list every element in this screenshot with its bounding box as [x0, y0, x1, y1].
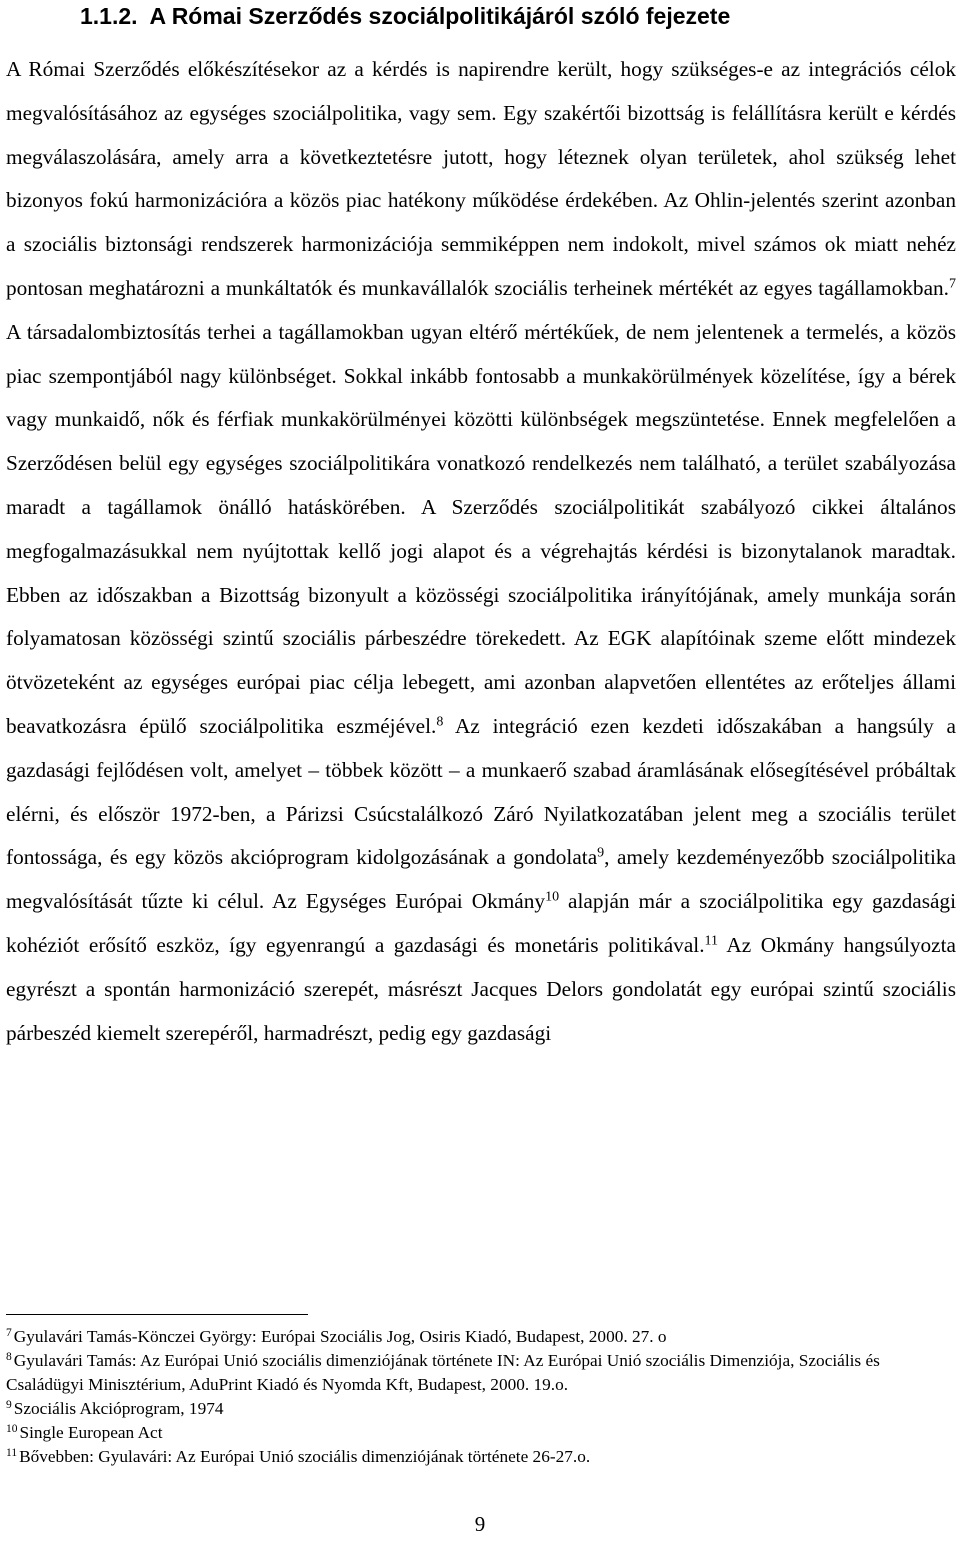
footnote-mark: 11	[6, 1447, 18, 1460]
footnote-mark: 10	[6, 1423, 18, 1436]
footnote-8	[6, 1349, 956, 1397]
footnote-mark: 7	[6, 1327, 12, 1340]
footnote-10	[6, 1421, 956, 1445]
section-heading	[80, 2, 730, 30]
section-title: A Római Szerződés szociálpolitikájáról szóló fejezete	[149, 3, 731, 29]
footnote-mark: 8	[6, 1351, 12, 1364]
footnotes	[6, 1325, 956, 1469]
body-paragraph	[6, 48, 956, 1055]
footnote-ref-10[interactable]: 10	[545, 889, 560, 905]
footnote-11	[6, 1445, 956, 1469]
footnote-ref-9[interactable]: 9	[597, 845, 605, 861]
footnote-9	[6, 1397, 956, 1421]
footnote-ref-8[interactable]: 8	[436, 714, 444, 730]
footnote-7	[6, 1325, 956, 1349]
footnote-text: Bővebben: Gyulavári: Az Európai Unió szociális dimenziójának története 26-27.o.	[19, 1447, 591, 1466]
section-number: 1.1.2.	[80, 3, 138, 29]
page-number: 9	[474, 1512, 486, 1536]
body-text-part: Az Okmány hangsúlyozta egyrészt a spontán harmonizáció szerepét, másrészt Jacques Delors gondolatát egy európai szintű szociális párbeszéd kiemelt szerepéről, harmadrészt, pedig egy gazdasági	[6, 932, 957, 1045]
footnote-text: Szociális Akcióprogram, 1974	[13, 1399, 224, 1418]
footnote-ref-11[interactable]: 11	[704, 933, 719, 949]
footnote-text: Gyulavári Tamás: Az Európai Unió szociális dimenziójának története IN: Az Európai Unió szociális Dimenziója, Szociális és Családügyi Minisztérium, AduPrint Kiadó és Nyomda Kft, Budapest, 2000. 19.o.	[6, 1351, 880, 1394]
body-text-part: , amely kezdeményezőbb szociálpolitika megvalósítását tűzte ki célul. Az Egységes Európai Okmány	[6, 845, 956, 914]
footnote-text: Gyulavári Tamás-Könczei György: Európai Szociális Jog, Osiris Kiadó, Budapest, 2000. 27. o	[13, 1327, 667, 1346]
footnote-separator	[6, 1314, 308, 1315]
footnote-mark: 9	[6, 1399, 12, 1412]
body-text-part: Az integráció ezen kezdeti időszakában a hangsúly a gazdasági fejlődésen volt, amelyet – többek között – a munkaerő szabad áramlásának elősegítésével próbáltak elérni, és először 1972-ben, a Párizsi Csúcstalálkozó Záró Nyilatkozatában jelent meg a szociális terület fontossága, és egy közös akcióprogram kidolgozásának a gondolata	[6, 713, 956, 870]
footnote-text: Single European Act	[19, 1423, 163, 1442]
body-text-part: alapján már a szociálpolitika egy gazdasági kohéziót erősítő eszköz, így egyenrangú a gazdasági és monetáris politikával.	[6, 889, 956, 957]
body-text-part: A Római Szerződés előkészítésekor az a kérdés is napirendre került, hogy szükséges-e az integrációs célok megvalósításához az egységes szociálpolitika, vagy sem. Egy szakértői bizottság is felállításra került e kérdés megválaszolására, amely arra a következtetésre jutott, hogy léteznek olyan területek, ahol szükség lehet bizonyos fokú harmonizációra a közös piac hatékony működése érdekében. Az Ohlin-jelentés szerint azonban a szociális biztonsági rendszerek harmonizációja semmiképpen nem indokolt, mivel számos ok miatt nehéz pontosan meghatározni a munkáltatók és munkavállalók szociális terheinek mértékét az egyes tagállamokban.	[6, 57, 956, 300]
body-text-part: A társadalombiztosítás terhei a tagállamokban ugyan eltérő mértékűek, de nem jelentenek a termelés, a közös piac szempontjából nagy különbséget. Sokkal inkább fontosabb a munkakörülmények közelítése, így a bérek vagy munkaidő, nők és férfiak munkakörülményei közötti különbségek megszüntetése. Ennek megfelelően a Szerződésen belül egy egységes szociálpolitikára vonatkozó rendelkezés nem található, a terület szabályozása maradt a tagállamok önálló hatáskörében. A Szerződés szociálpolitikát szabályozó cikkei általános megfogalmazásukkal nem nyújtottak kellő jogi alapot és a végrehajtás kérdési is bizonytalanok maradtak. Ebben az időszakban a Bizottság bizonyult a közösségi szociálpolitika irányítójának, amely munkája során folyamatosan közösségi szintű szociális párbeszédre törekedett. Az EGK alapítóinak szeme előtt mindezek ötvözeteként az egységes európai piac célja lebegett, ami azonban alapvetően ellentétes az erőteljes állami beavatkozásra épülő szociálpolitika eszméjével.	[6, 319, 956, 738]
footnote-ref-7[interactable]: 7	[949, 276, 956, 292]
